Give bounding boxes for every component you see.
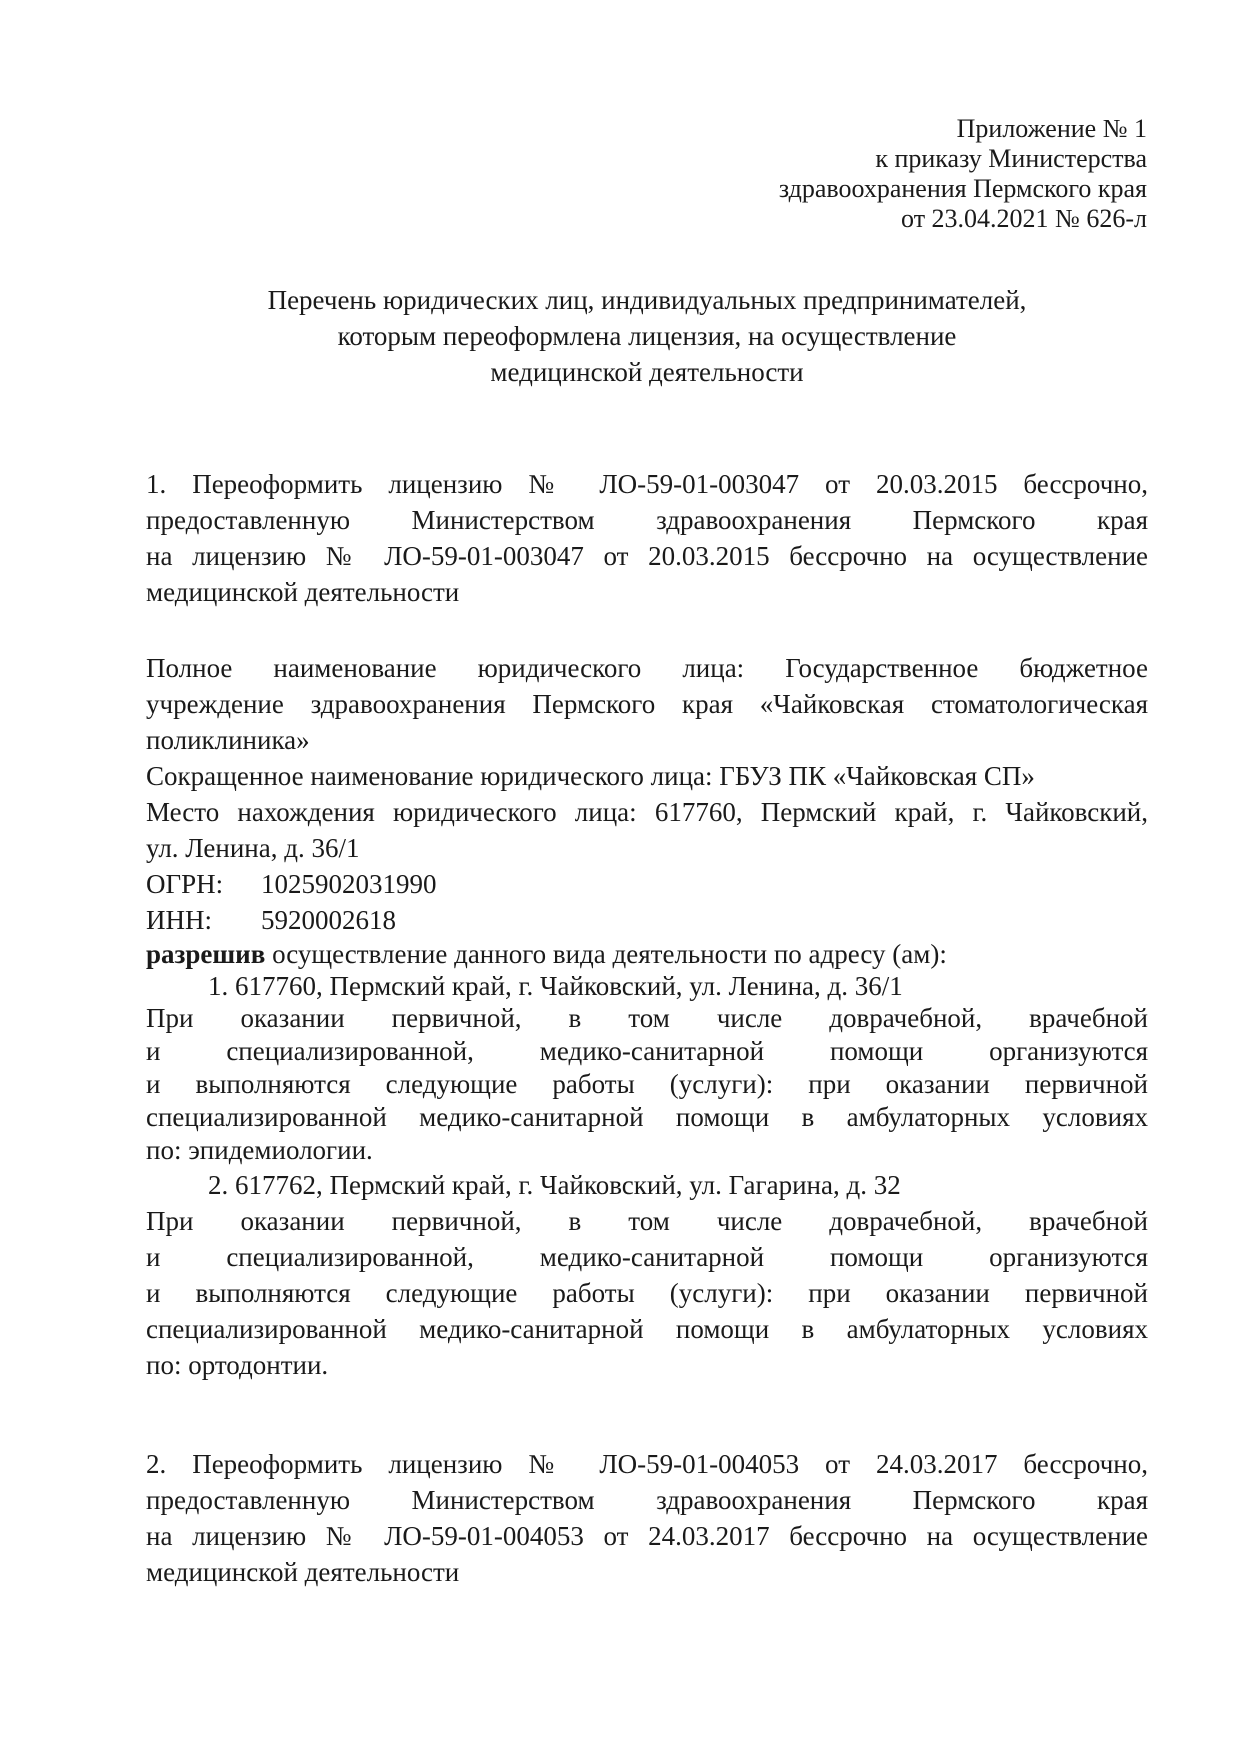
services-line: и выполняются следующие работы (услуги): при оказании первичной	[146, 1069, 1148, 1099]
order-reference: к приказу Министерства	[875, 144, 1147, 173]
services-line: При оказании первичной, в том числе доврачебной, врачебной	[146, 1206, 1148, 1236]
permit-line	[146, 938, 1148, 970]
paragraph-line: медицинской деятельности	[146, 577, 460, 607]
paragraph-line: медицинской деятельности	[146, 1557, 460, 1587]
address-item: 1. 617760, Пермский край, г. Чайковский, ул. Ленина, д. 36/1	[208, 971, 903, 1001]
full-name-line: Полное наименование юридического лица: Государственное бюджетное	[146, 653, 1148, 683]
inn-row	[146, 902, 1148, 938]
services-line: и выполняются следующие работы (услуги): при оказании первичной	[146, 1278, 1148, 1308]
services-line: При оказании первичной, в том числе доврачебной, врачебной	[146, 1003, 1148, 1033]
title-line: медицинской деятельности	[490, 357, 804, 387]
full-name-line: поликлиника»	[146, 725, 310, 755]
location-line: Место нахождения юридического лица: 617760, Пермский край, г. Чайковский,	[146, 797, 1148, 827]
permit-rest: осуществление данного вида деятельности по адресу (ам):	[265, 939, 947, 969]
location-line: ул. Ленина, д. 36/1	[146, 833, 360, 863]
document-title	[146, 282, 1148, 390]
order-date-number: от 23.04.2021 № 626-л	[901, 204, 1147, 233]
full-name-line: учреждение здравоохранения Пермского края «Чайковская стоматологическая	[146, 689, 1148, 719]
services-line: по: эпидемиологии.	[146, 1135, 373, 1165]
license-item-2	[146, 1446, 1148, 1590]
title-line: Перечень юридических лиц, индивидуальных предпринимателей,	[267, 285, 1027, 315]
ogrn-row	[146, 866, 1148, 902]
appendix-header	[547, 114, 1147, 234]
services-line: специализированной медико-санитарной помощи в амбулаторных условиях	[146, 1314, 1148, 1344]
services-line: по: ортодонтии.	[146, 1350, 329, 1380]
paragraph-line: на лицензию № ЛО-59-01-003047 от 20.03.2015 бессрочно на осуществление	[146, 541, 1148, 571]
paragraph-line: 2. Переоформить лицензию № ЛО-59-01-004053 от 24.03.2017 бессрочно,	[146, 1449, 1148, 1479]
paragraph-line: предоставленную Министерством здравоохранения Пермского края	[146, 505, 1148, 535]
address-item: 2. 617762, Пермский край, г. Чайковский, ул. Гагарина, д. 32	[208, 1170, 901, 1200]
appendix-number: Приложение № 1	[956, 114, 1147, 143]
inn-label: ИНН:	[146, 905, 212, 935]
ogrn-label: ОГРН:	[146, 869, 224, 899]
organization-details	[146, 650, 1148, 1383]
paragraph-line: на лицензию № ЛО-59-01-004053 от 24.03.2017 бессрочно на осуществление	[146, 1521, 1148, 1551]
paragraph-line: предоставленную Министерством здравоохранения Пермского края	[146, 1485, 1148, 1515]
services-line: и специализированной, медико-санитарной помощи организуются	[146, 1242, 1148, 1272]
title-line: которым переоформлена лицензия, на осуществление	[337, 321, 957, 351]
address-services	[146, 1002, 1148, 1167]
inn-value: 5920002618	[261, 905, 396, 935]
permit-bold-word: разрешив	[146, 939, 266, 969]
ogrn-value: 1025902031990	[261, 869, 437, 899]
address-services	[146, 1203, 1148, 1383]
ministry-name: здравоохранения Пермского края	[778, 174, 1147, 203]
paragraph-line: 1. Переоформить лицензию № ЛО-59-01-003047 от 20.03.2015 бессрочно,	[146, 469, 1148, 499]
services-line: специализированной медико-санитарной помощи в амбулаторных условиях	[146, 1102, 1148, 1132]
license-item-1	[146, 466, 1148, 610]
short-name: Сокращенное наименование юридического лица: ГБУЗ ПК «Чайковская СП»	[146, 761, 1035, 791]
services-line: и специализированной, медико-санитарной помощи организуются	[146, 1036, 1148, 1066]
